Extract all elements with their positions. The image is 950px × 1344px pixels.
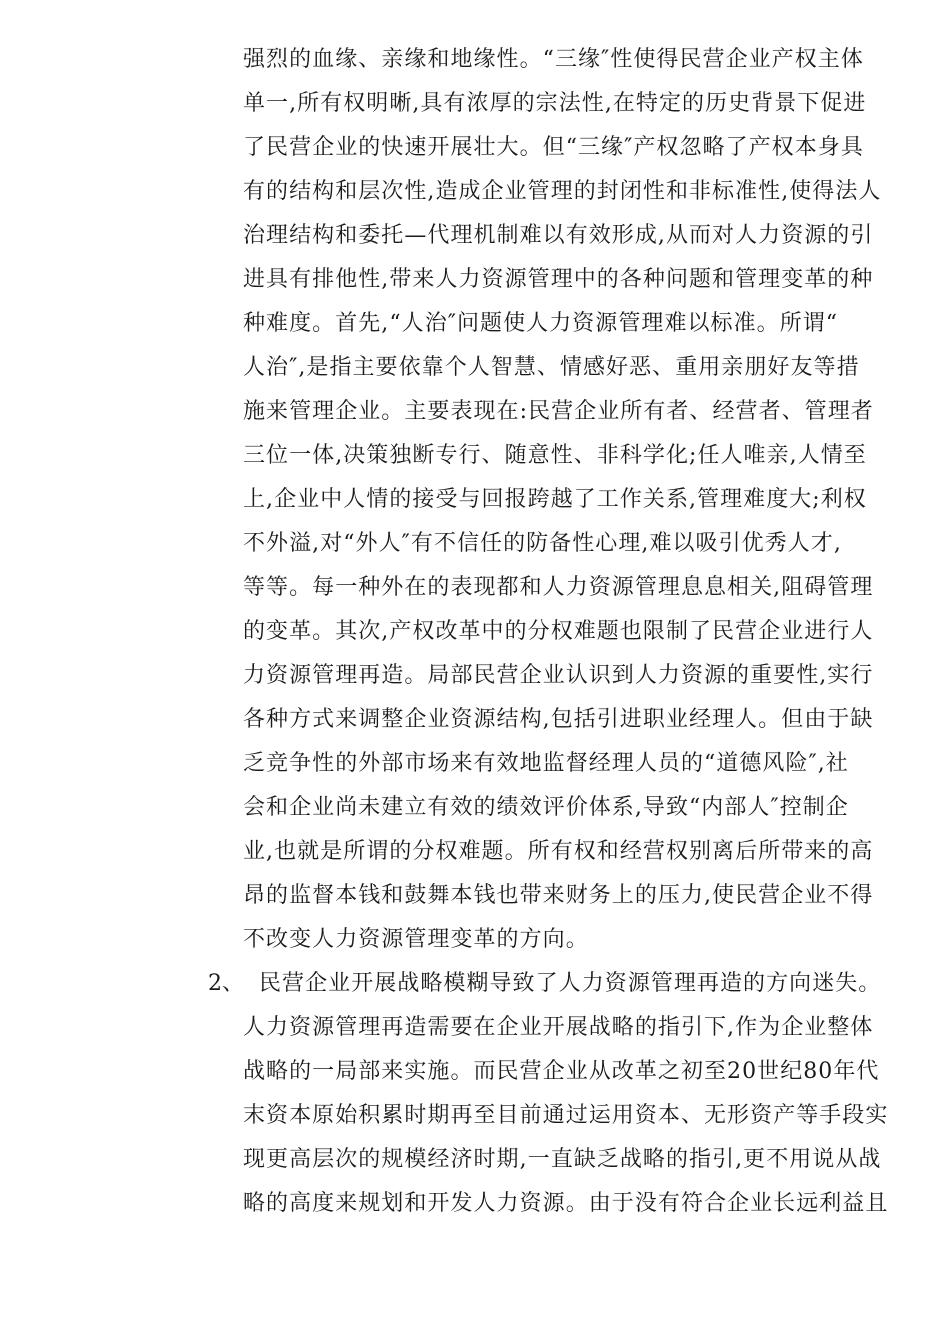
- paragraph-1-line: 的变革。其次,产权改革中的分权难题也限制了民营企业进行人: [243, 619, 874, 644]
- paragraph-1-line: 业,也就是所谓的分权难题。所有权和经营权别离后所带来的高: [243, 839, 874, 864]
- list-item-heading: 民营企业开展战略模糊导致了人力资源管理再造的方向迷失。: [259, 971, 882, 996]
- paragraph-2-line: 战略的一局部来实施。而民营企业从改革之初至20世纪80年代: [243, 1059, 880, 1084]
- paragraph-1-line: 施来管理企业。主要表现在:民营企业所有者、经营者、管理者: [243, 399, 874, 424]
- paragraph-1-line: 不外溢,对“外人″有不信任的防备性心理,难以吸引优秀人才,: [243, 531, 842, 556]
- paragraph-1-line: 上,企业中人情的接受与回报跨越了工作关系,管理难度大;利权: [243, 487, 867, 512]
- paragraph-1-line: 乏竞争性的外部市场来有效地监督经理人员的“道德风险″,社: [243, 751, 849, 776]
- paragraph-1-line: 单一,所有权明晰,具有浓厚的宗法性,在特定的历史背景下促进: [243, 91, 867, 116]
- paragraph-1-line: 会和企业尚未建立有效的绩效评价体系,导致“内部人″控制企: [243, 795, 849, 820]
- paragraph-1-line: 治理结构和委托—代理机制难以有效形成,从而对人力资源的引: [243, 223, 874, 248]
- paragraph-1-line: 力资源管理再造。局部民营企业认识到人力资源的重要性,实行: [243, 663, 874, 688]
- paragraph-1-line: 了民营企业的快速开展壮大。但“三缘″产权忽略了产权本身具: [243, 135, 864, 160]
- paragraph-2-line: 现更高层次的规模经济时期,一直缺乏战略的指引,更不用说从战: [243, 1147, 882, 1172]
- paragraph-1-line: 有的结构和层次性,造成企业管理的封闭性和非标准性,使得法人: [243, 179, 882, 204]
- paragraph-2-line: 末资本原始积累时期再至目前通过运用资本、无形资产等手段实: [243, 1103, 889, 1128]
- paragraph-1-line: 等等。每一种外在的表现都和人力资源管理息息相关,阻碍管理: [243, 575, 874, 600]
- paragraph-1-line: 三位一体,决策独断专行、随意性、非科学化;任人唯亲,人情至: [243, 443, 867, 468]
- paragraph-1-line: 各种方式来调整企业资源结构,包括引进职业经理人。但由于缺: [243, 707, 874, 732]
- paragraph-2-line: 人力资源管理再造需要在企业开展战略的指引下,作为企业整体: [243, 1015, 874, 1040]
- paragraph-1-line: 强烈的血缘、亲缘和地缘性。“三缘″性使得民营企业产权主体: [243, 47, 864, 72]
- paragraph-1-line: 种难度。首先,“人治″问题使人力资源管理难以标准。所谓“: [243, 311, 839, 336]
- paragraph-1-line: 进具有排他性,带来人力资源管理中的各种问题和管理变革的种: [243, 267, 874, 292]
- paragraph-1-line: 人治″,是指主要依靠个人智慧、情感好恶、重用亲朋好友等措: [243, 355, 860, 380]
- paragraph-1-line: 不改变人力资源管理变革的方向。: [243, 927, 589, 952]
- paragraph-1-line: 昂的监督本钱和鼓舞本钱也带来财务上的压力,使民营企业不得: [243, 883, 874, 908]
- paragraph-2-line: 略的高度来规划和开发人力资源。由于没有符合企业长远利益且: [243, 1191, 889, 1216]
- list-item-number: 2、: [208, 971, 244, 996]
